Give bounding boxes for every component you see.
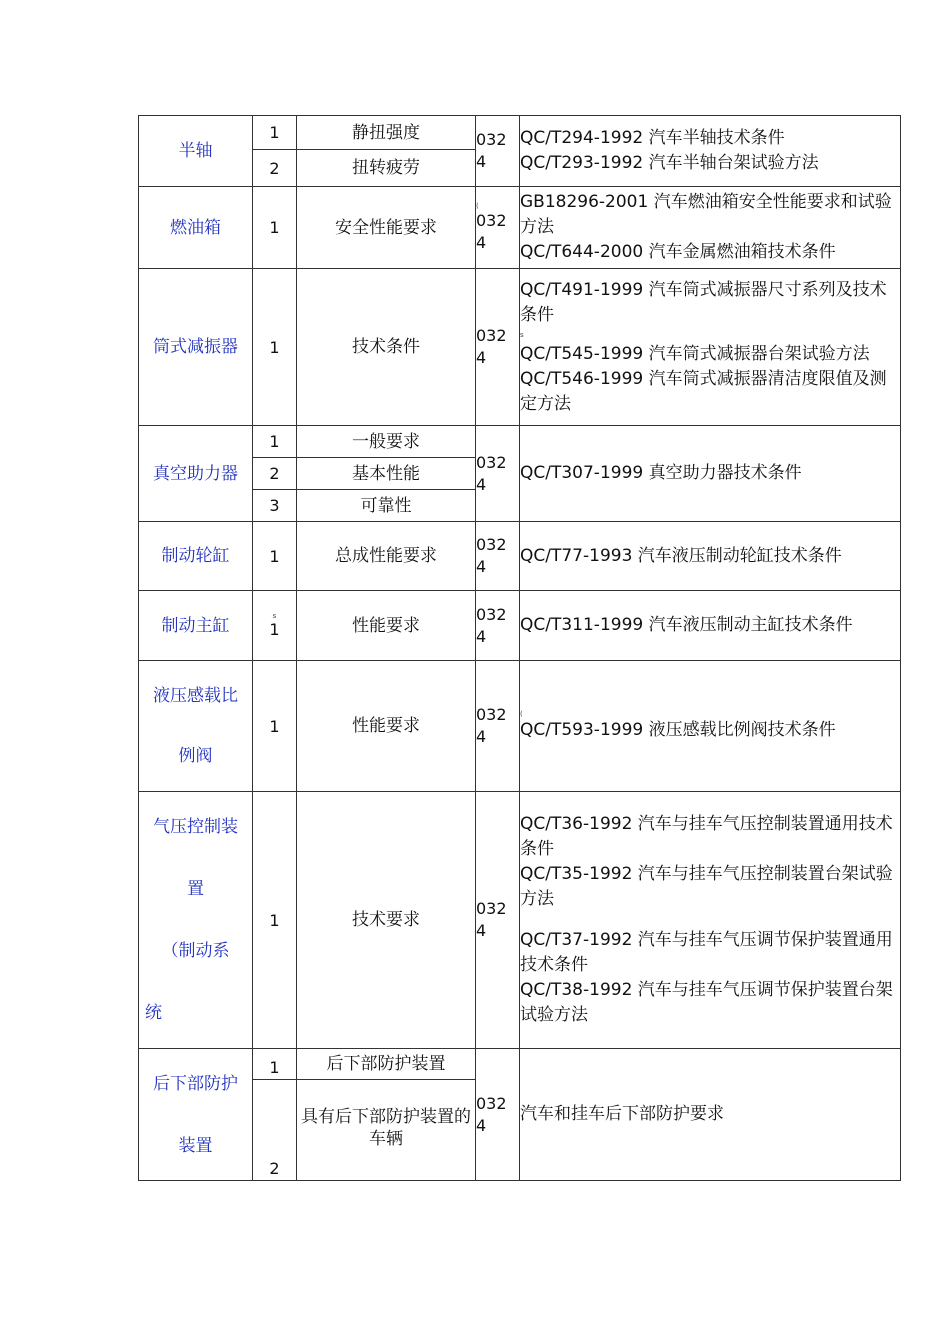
code-cell: 032 4 [476, 1049, 520, 1181]
item-number: 2 [253, 150, 297, 187]
component-name: 筒式减振器 [139, 269, 253, 426]
code-cell: 032 4 [476, 116, 520, 187]
standard-line: QC/T307-1999 真空助力器技术条件 [520, 463, 802, 483]
standard-line: QC/T644-2000 汽车金属燃油箱技术条件 [520, 242, 836, 262]
item-name: 性能要求 [297, 591, 476, 661]
standard-line: QC/T311-1999 汽车液压制动主缸技术条件 [520, 615, 853, 635]
item-name: 基本性能 [297, 458, 476, 490]
item-number: 1 [253, 269, 297, 426]
item-name: 技术要求 [297, 792, 476, 1049]
item-number: 1 [253, 1049, 297, 1080]
component-name-line: 例阀 [178, 746, 213, 766]
component-name: 半轴 [139, 116, 253, 187]
standard-line: 汽车和挂车后下部防护要求 [520, 1104, 724, 1124]
table-row [139, 116, 901, 150]
item-number: 1 [253, 187, 297, 269]
table-row [139, 661, 901, 792]
standards-cell [520, 1049, 901, 1181]
component-name [139, 792, 253, 1049]
component-name: 真空助力器 [139, 426, 253, 522]
standards-cell [520, 522, 901, 591]
table-row [139, 426, 901, 458]
item-name: 扭转疲劳 [297, 150, 476, 187]
code-cell: 032 4 [476, 661, 520, 792]
scan-mark: ( [520, 709, 523, 718]
item-name: 一般要求 [297, 426, 476, 458]
table-row [139, 522, 901, 591]
component-name-line: （制动系 [161, 941, 230, 961]
scan-mark: s [272, 612, 277, 620]
component-name-line: 液压感载比 [153, 686, 238, 706]
standard-line: GB18296-2001 汽车燃油箱安全性能要求和试验方法 [520, 192, 892, 237]
table-row [139, 591, 901, 661]
scan-mark: s [520, 330, 524, 339]
item-name: 技术条件 [297, 269, 476, 426]
standard-line: QC/T35-1992 汽车与挂车气压控制装置台架试验方法 [520, 864, 893, 909]
standard-line: QC/T37-1992 汽车与挂车气压调节保护装置通用技术条件 [520, 930, 893, 975]
code-cell: 032 4 [476, 792, 520, 1049]
standards-cell [520, 187, 901, 269]
scan-mark: ( [476, 201, 479, 210]
standards-cell [520, 426, 901, 522]
standards-cell [520, 591, 901, 661]
code-cell: 032 4 [476, 522, 520, 591]
code-cell: 032 4 [476, 269, 520, 426]
standard-line: QC/T293-1992 汽车半轴台架试验方法 [520, 153, 819, 173]
item-name: 安全性能要求 [297, 187, 476, 269]
standard-line: QC/T545-1999 汽车筒式减振器台架试验方法 [520, 343, 870, 364]
component-name [139, 661, 253, 792]
item-number: 3 [253, 490, 297, 522]
item-number: 2 [253, 458, 297, 490]
standard-line: QC/T593-1999 液压感载比例阀技术条件 [520, 719, 836, 740]
item-number: 1 [253, 661, 297, 792]
component-name: 制动轮缸 [139, 522, 253, 591]
component-name: 制动主缸 [139, 591, 253, 661]
component-name-line: 气压控制装 [153, 817, 238, 837]
item-name: 具有后下部防护装置的车辆 [297, 1080, 476, 1181]
code-cell: ( 032 4 [476, 187, 520, 269]
item-number: 1 [253, 116, 297, 150]
standards-table [138, 115, 901, 1181]
standard-line: QC/T36-1992 汽车与挂车气压控制装置通用技术条件 [520, 814, 893, 859]
standard-line: QC/T38-1992 汽车与挂车气压调节保护装置台架试验方法 [520, 980, 893, 1025]
standard-line: QC/T491-1999 汽车筒式减振器尺寸系列及技术条件 [520, 279, 887, 325]
standards-cell [520, 661, 901, 792]
component-name-line: 后下部防护 [153, 1073, 238, 1094]
item-name: 总成性能要求 [297, 522, 476, 591]
standard-line: QC/T77-1993 汽车液压制动轮缸技术条件 [520, 545, 842, 566]
table-row [139, 1049, 901, 1080]
item-name: 静扭强度 [297, 116, 476, 150]
code-cell: 032 4 [476, 426, 520, 522]
standard-line: QC/T294-1992 汽车半轴技术条件 [520, 128, 785, 148]
item-number: 1 [253, 426, 297, 458]
item-number: 1 [253, 792, 297, 1049]
standards-cell [520, 269, 901, 426]
table-row [139, 187, 901, 269]
standard-line: QC/T546-1999 汽车筒式减振器清洁度限值及测定方法 [520, 368, 887, 414]
item-name: 性能要求 [297, 661, 476, 792]
code-cell: 032 4 [476, 591, 520, 661]
component-name [139, 1049, 253, 1181]
component-name: 燃油箱 [139, 187, 253, 269]
item-name: 可靠性 [297, 490, 476, 522]
item-number: 1 [253, 522, 297, 591]
component-name-line: 置 [187, 879, 204, 899]
item-number: s 1 [253, 591, 297, 661]
table-row [139, 792, 901, 1049]
component-name-line: 统 [145, 1003, 162, 1023]
item-name: 后下部防护装置 [297, 1049, 476, 1080]
standards-cell [520, 792, 901, 1049]
item-number: 2 [253, 1080, 297, 1181]
standards-cell [520, 116, 901, 187]
table-row [139, 269, 901, 426]
component-name-line: 装置 [178, 1135, 213, 1156]
